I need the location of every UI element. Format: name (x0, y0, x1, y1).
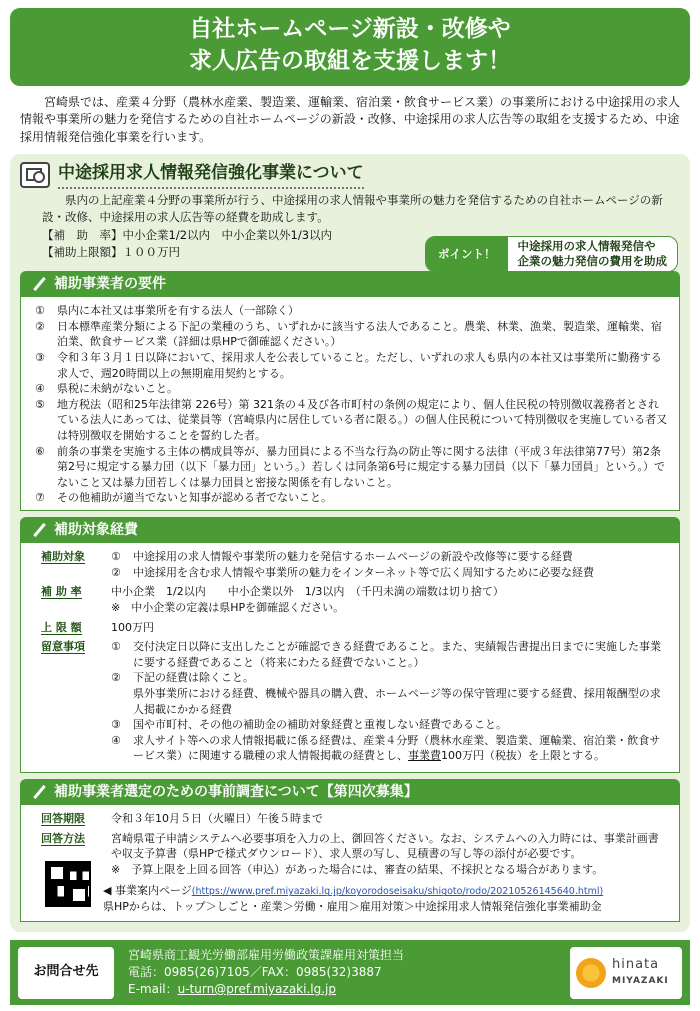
survey-deadline-row (41, 811, 669, 827)
list-item: ② 中途採用を含む求人情報や事業所の魅力をインターネット等で広く周知するために必要な経費 (111, 565, 595, 579)
cost-rate-text: 中小企業 1/2以内 中小企業以外 1/3以内 （千円未満の端数は切り捨て） (111, 585, 504, 599)
intro-paragraph: 宮崎県では、産業４分野（農林水産業、製造業、運輸業、宿泊業・飲食サービス業）の事業所における中途採用の求人情報や事業所の魅力を発信するための自社ホームページの新設・改修、中途採用の求人広告等の取組を支援するため、中途採用情報発信強化事業を行います。 (20, 95, 681, 144)
cost-limit-text: 100万円 (111, 620, 154, 634)
survey-method-label: 回答方法 (41, 831, 85, 845)
cost-notes-row (41, 639, 669, 764)
contact-info: 宮崎県商工観光労働部雇用労働政策課雇用対策担当 電話：0985(26)7105／FAX：0985(32)3887 E-mail：u-turn@pref.miyazaki.lg.jp (128, 947, 570, 998)
contact-dept: 宮崎県商工観光労働部雇用労働政策課雇用対策担当 (128, 947, 405, 962)
cost-notes-label: 留意事項 (41, 640, 85, 654)
support-description: 県内の上記産業４分野の事業所が行う、中途採用の求人情報や事業所の魅力を発信するための自社ホームページの新設・改修、中途採用の求人広告等の経費を助成します。 (42, 193, 663, 225)
list-item: ① 県内に本社又は事業所を有する法人（一部除く） (35, 304, 299, 318)
point-callout (425, 236, 678, 272)
list-item: ③ 国や市町村、その他の補助金の補助対象経費と重複しない経費であること。 (111, 718, 507, 732)
survey-section (20, 779, 680, 922)
costs-section (20, 517, 680, 773)
sun-icon (576, 958, 606, 988)
page-link-url[interactable]: (https://www.pref.miyazaki.lg.jp/koyorodoseisaku/shigoto/rodo/20210526145640.html) (191, 886, 604, 898)
cost-rate-row (41, 584, 669, 615)
contact-email-link[interactable]: u-turn@pref.miyazaki.lg.jp (177, 982, 336, 997)
survey-deadline-text: 令和３年10月５日（火曜日）午後５時まで (111, 812, 323, 826)
cost-limit-row (41, 620, 669, 636)
hp-path-text: 県HPからは、トップ＞しごと・産業＞労働・雇用＞雇用対策＞中途採用求人情報発信強化事業補助金 (103, 900, 602, 914)
title-banner (10, 8, 690, 86)
support-rate: 【補 助 率】中小企業1/2以内 中小企業以外1/3以内 (42, 227, 333, 242)
list-item: ⑦ その他補助が適当でないと知事が認める者でないこと。 (35, 491, 332, 505)
requirements-heading-bar: 補助事業者の要件 (20, 271, 680, 297)
cost-limit-label: 上 限 額 (41, 620, 82, 634)
list-item: ④ 県税に未納がないこと。 (35, 382, 178, 396)
qr-code-icon[interactable] (45, 861, 91, 907)
survey-links (41, 861, 669, 914)
business-cost-underline: 事業費 (408, 749, 441, 763)
support-title: 中途採用求人情報発信強化事業について (58, 161, 364, 189)
survey-heading-bar: 補助事業者選定のための事前調査について【第四次募集】 (20, 779, 680, 805)
document-search-icon (20, 162, 50, 188)
pencil-icon (32, 523, 46, 537)
costs-heading-bar: 補助対象経費 (20, 517, 680, 543)
cost-rate-note: ※ 中小企業の定義は県HPを御確認ください。 (111, 600, 345, 614)
contact-tel: 電話：0985(26)7105／FAX：0985(32)3887 (128, 964, 382, 979)
list-item: 県外事業所における経費、機械や器具の購入費、ホームページ等の保守管理に要する経費、採用報酬型の求人掲載にかかる経費 (133, 686, 661, 716)
list-item: ① 中途採用の求人情報や事業所の魅力を発信するホームページの新設や改修等に要する経費 (111, 550, 573, 564)
title-line-1: 自社ホームページ新設・改修や (189, 16, 511, 42)
survey-body (20, 805, 680, 922)
support-header (20, 158, 680, 192)
cost-target-row (41, 549, 669, 580)
cost-rate-label: 補 助 率 (41, 585, 82, 599)
requirements-list (20, 297, 680, 511)
requirements-section (20, 271, 680, 511)
support-overview (10, 154, 690, 932)
list-item: ① 交付決定日以降に支出したことが確認できる経費であること。また、実績報告書提出日までに実施した事業に要する経費であること（将来にわたる経費でないこと。） (111, 640, 661, 669)
list-item: ② 下記の経費は除くこと。 (111, 671, 254, 685)
costs-body (20, 543, 680, 773)
list-item: ③ 令和３年３月１日以降において、採用求人を公表していること。ただし、いずれの求人も県内の本社又は事業所に勤務する求人で、週20時間以上の無期雇用契約とする。 (35, 351, 662, 380)
contact-footer (10, 940, 690, 1005)
survey-method-note: ※ 予算上限を上回る回答（申込）があった場合には、審査の結果、不採択となる場合があります。 (111, 862, 604, 876)
hinata-miyazaki-logo: hinata MIYAZAKI (570, 947, 682, 999)
page-link-label: ◀ 事業案内ページ (103, 884, 192, 898)
point-text: 中途採用の求人情報発信や 企業の魅力発信の費用を助成 (517, 238, 667, 269)
survey-deadline-label: 回答期限 (41, 812, 85, 826)
list-item: ② 日本標準産業分類による下記の業種のうち、いずれかに該当する法人であること。農業、林業、漁業、製造業、運輸業、宿泊業、飲食サービス業（詳細は県HPで御確認ください。） (35, 319, 662, 349)
title-line-2: 求人広告の取組を支援します！ (189, 47, 511, 74)
list-item: ⑤ 地方税法（昭和25年法律第 226号）第 321条の４及び各市町村の条例の規定により、個人住民税の特別徴収義務者とされている法人にあっては、従業員等（宮崎県内に居住している者に限る。）の個人住民税について特別徴収を実施している者又は特別徴収を開始することを誓約した者。 (35, 397, 668, 443)
list-item: ④ 求人サイト等への求人情報掲載に係る経費は、産業４分野（農林水産業、製造業、運輸業、宿泊業・飲食サービス業）に関連する職種の求人情報掲載の経費とし、事業費100万円（税抜）を上限とする。 (111, 733, 661, 763)
support-limit: 【補助上限額】１００万円 (42, 244, 180, 259)
pencil-icon (32, 277, 46, 291)
list-item: ⑥ 前条の事業を実施する主体の構成員等が、暴力団員による不当な行為の防止等に関する法律（平成３年法律第77号）第2条第2号に規定する暴力団（以下「暴力団」という。）若しくは同条第6号に規定する暴力団員（以下「暴力団員」という。）でないこと又は暴力団若しくは暴力団員と密接な関係を有しないこと。 (35, 444, 665, 489)
contact-label: お問合せ先 (18, 947, 114, 999)
pencil-icon (32, 785, 46, 799)
survey-method-text: 宮崎県電子申請システムへ必要事項を入力の上、御回答ください。なお、システムへの入力時には、事業計画書や収支予算書（県HPで様式ダウンロード）、求人票の写し、見積書の写し等の添付が必要です。 (111, 831, 659, 861)
cost-target-label: 補助対象 (41, 550, 85, 564)
point-label: ポイント！ (426, 237, 508, 271)
